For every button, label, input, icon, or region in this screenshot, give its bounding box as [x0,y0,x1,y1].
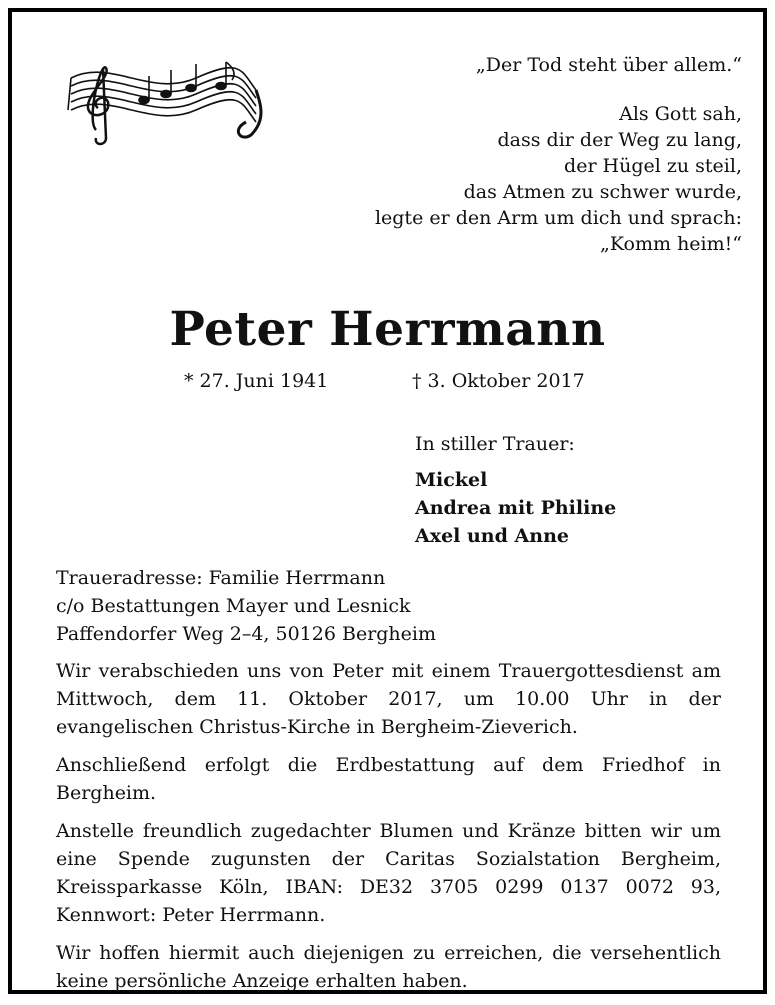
mourners [415,430,616,550]
poem-line: der Hügel zu steil, [564,155,742,177]
address-line: Paffendorfer Weg 2–4, 50126 Bergheim [56,623,437,645]
mourning-address [56,564,436,648]
notice-body [56,657,721,1005]
burial-paragraph: Anschließend erfolgt die Erdbestattung auf dem Friedhof in Bergheim. [56,754,721,804]
poem [342,52,742,257]
poem-line: Als Gott sah, [619,103,742,125]
poem-line: das Atmen zu schwer wurde, [463,181,742,203]
poem-line: dass dir der Weg zu lang, [497,129,742,151]
deceased-name: Peter Herrmann [169,302,606,357]
service-paragraph: Wir verabschieden uns von Peter mit einem Trauergottesdienst am Mittwoch, dem 11. Oktober 2017, um 10.00 Uhr in der evangelischen Christus-Kirche in Bergheim-Zieverich. [56,660,721,738]
death-date: † 3. Oktober 2017 [412,370,585,392]
music-notes-icon [56,50,276,150]
poem-line: „Komm heim!“ [600,233,742,255]
poem-line: legte er den Arm um dich und sprach: [374,207,742,229]
closing-paragraph: Wir hoffen hiermit auch diejenigen zu erreichen, die versehentlich keine persönliche Anzeige erhalten haben. [56,942,721,992]
birth-date: * 27. Juni 1941 [184,370,329,392]
address-line: Traueradresse: Familie Herrmann [56,567,386,589]
address-line: c/o Bestattungen Mayer und Lesnick [56,595,411,617]
mourners-intro: In stiller Trauer: [415,433,575,455]
poem-motto: „Der Tod steht über allem.“ [475,54,742,76]
donation-paragraph: Anstelle freundlich zugedachter Blumen und Kränze bitten wir um eine Spende zugunsten der Caritas Sozialstation Bergheim, Kreissparkasse Köln, IBAN: DE32 3705 0299 0137 0072 93, Kennwort: Peter Herrmann. [56,820,721,926]
mourner-name: Andrea mit Philine [415,497,617,519]
obituary-notice [8,8,767,994]
mourner-name: Mickel [415,469,488,491]
mourner-name: Axel und Anne [415,525,569,547]
